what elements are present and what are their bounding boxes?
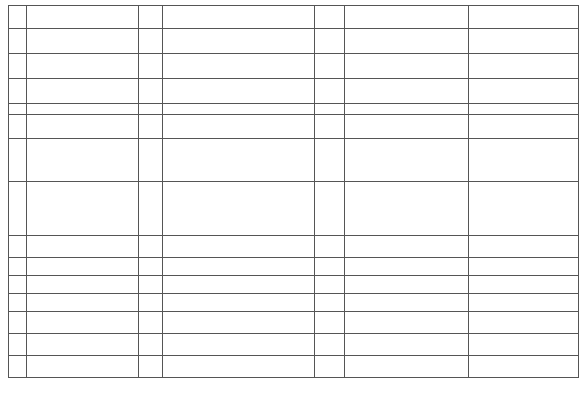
- cell-work: [345, 54, 469, 79]
- project-table: [8, 5, 579, 378]
- section-row: [9, 104, 579, 115]
- table-row: [9, 54, 579, 79]
- cell-unit: [469, 182, 579, 236]
- cell-no: [9, 258, 27, 276]
- cell-work: [345, 276, 469, 294]
- cell-name: [27, 236, 139, 258]
- table-row: [9, 356, 579, 378]
- table-row: [9, 258, 579, 276]
- cell-no: [9, 236, 27, 258]
- cell-unit: [469, 115, 579, 139]
- cell-total: [315, 236, 345, 258]
- cell-total: [315, 258, 345, 276]
- cell-no: [9, 54, 27, 79]
- cell-nature: [139, 294, 163, 312]
- cell-scale: [163, 258, 315, 276]
- table-row: [9, 29, 579, 54]
- cell-scale: [163, 312, 315, 334]
- cell-name: [27, 79, 139, 104]
- cell-unit: [469, 104, 579, 115]
- cell-nature: [139, 312, 163, 334]
- cell-no: [9, 104, 27, 115]
- cell-nature: [139, 356, 163, 378]
- cell-no: [9, 182, 27, 236]
- cell-unit: [469, 334, 579, 356]
- cell-name: [27, 334, 139, 356]
- table-row: [9, 182, 579, 236]
- cell-work: [345, 312, 469, 334]
- cell-total: [315, 79, 345, 104]
- header-nature: [139, 6, 163, 29]
- cell-unit: [469, 54, 579, 79]
- header-unit: [469, 6, 579, 29]
- cell-total: [315, 104, 345, 115]
- cell-nature: [139, 79, 163, 104]
- cell-unit: [469, 236, 579, 258]
- header-total: [315, 6, 345, 29]
- cell-scale: [163, 276, 315, 294]
- cell-unit: [469, 79, 579, 104]
- cell-name: [27, 258, 139, 276]
- cell-scale: [163, 29, 315, 54]
- cell-unit: [469, 276, 579, 294]
- cell-no: [9, 115, 27, 139]
- cell-scale: [163, 104, 315, 115]
- cell-total: [315, 334, 345, 356]
- cell-nature: [139, 104, 163, 115]
- table-row: [9, 276, 579, 294]
- cell-scale: [163, 54, 315, 79]
- cell-total: [315, 356, 345, 378]
- cell-unit: [469, 356, 579, 378]
- cell-name: [27, 139, 139, 182]
- table-row: [9, 312, 579, 334]
- table-row: [9, 79, 579, 104]
- cell-total: [315, 182, 345, 236]
- cell-no: [9, 356, 27, 378]
- cell-nature: [139, 258, 163, 276]
- cell-scale: [163, 294, 315, 312]
- cell-nature: [139, 236, 163, 258]
- cell-total: [315, 294, 345, 312]
- cell-work: [345, 29, 469, 54]
- cell-unit: [469, 294, 579, 312]
- cell-unit: [469, 29, 579, 54]
- cell-work: [345, 294, 469, 312]
- cell-name: [27, 182, 139, 236]
- cell-name: [27, 276, 139, 294]
- cell-nature: [139, 276, 163, 294]
- cell-name: [27, 115, 139, 139]
- cell-nature: [139, 334, 163, 356]
- cell-work: [345, 104, 469, 115]
- cell-work: [345, 356, 469, 378]
- cell-nature: [139, 115, 163, 139]
- cell-name: [27, 54, 139, 79]
- cell-name: [27, 294, 139, 312]
- cell-no: [9, 294, 27, 312]
- cell-no: [9, 79, 27, 104]
- cell-no: [9, 276, 27, 294]
- cell-name: [27, 29, 139, 54]
- header-name: [27, 6, 139, 29]
- cell-scale: [163, 356, 315, 378]
- cell-name: [27, 312, 139, 334]
- header-scale: [163, 6, 315, 29]
- header-work: [345, 6, 469, 29]
- cell-nature: [139, 54, 163, 79]
- cell-work: [345, 79, 469, 104]
- cell-total: [315, 115, 345, 139]
- cell-total: [315, 276, 345, 294]
- cell-nature: [139, 182, 163, 236]
- header-no: [9, 6, 27, 29]
- cell-nature: [139, 29, 163, 54]
- cell-scale: [163, 334, 315, 356]
- cell-name: [27, 104, 139, 115]
- cell-scale: [163, 236, 315, 258]
- cell-unit: [469, 312, 579, 334]
- cell-total: [315, 29, 345, 54]
- cell-unit: [469, 139, 579, 182]
- table-row: [9, 334, 579, 356]
- cell-name: [27, 356, 139, 378]
- cell-work: [345, 115, 469, 139]
- cell-nature: [139, 139, 163, 182]
- table-row: [9, 139, 579, 182]
- cell-work: [345, 236, 469, 258]
- cell-unit: [469, 258, 579, 276]
- cell-total: [315, 54, 345, 79]
- cell-no: [9, 139, 27, 182]
- table-row: [9, 115, 579, 139]
- cell-work: [345, 258, 469, 276]
- cell-scale: [163, 115, 315, 139]
- cell-no: [9, 29, 27, 54]
- table-row: [9, 294, 579, 312]
- cell-scale: [163, 182, 315, 236]
- cell-total: [315, 139, 345, 182]
- cell-total: [315, 312, 345, 334]
- table-header-row: [9, 6, 579, 29]
- cell-work: [345, 139, 469, 182]
- cell-no: [9, 312, 27, 334]
- cell-scale: [163, 139, 315, 182]
- cell-work: [345, 334, 469, 356]
- table-row: [9, 236, 579, 258]
- cell-no: [9, 334, 27, 356]
- cell-work: [345, 182, 469, 236]
- cell-scale: [163, 79, 315, 104]
